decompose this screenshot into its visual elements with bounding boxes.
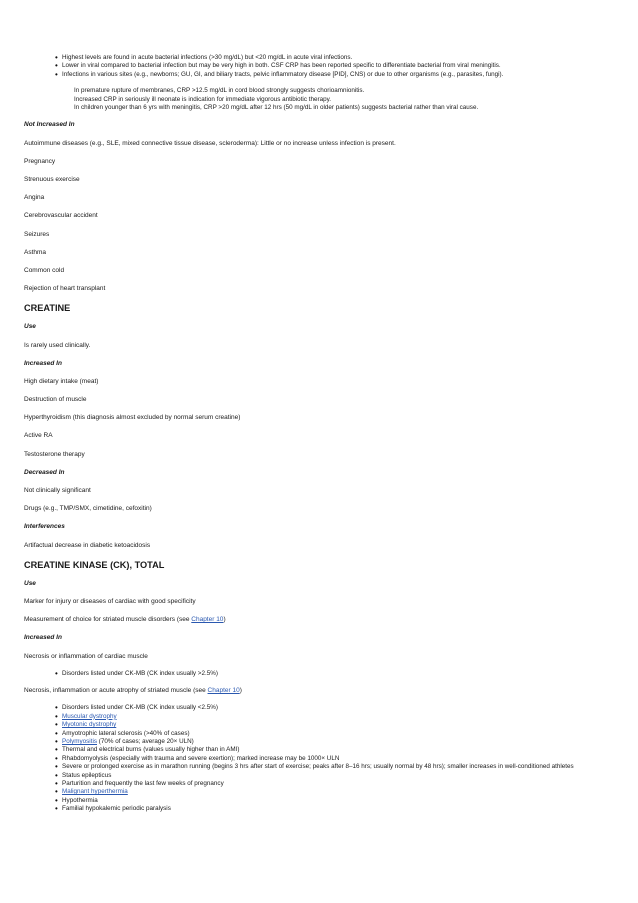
paragraph: Is rarely used clinically. [24, 341, 91, 349]
paragraph: Cerebrovascular accident [24, 212, 98, 220]
list-item [62, 704, 614, 712]
text: Hypothermia [62, 796, 98, 804]
creatine-interferences-heading: Interferences [24, 523, 65, 531]
ck-title: CREATINE KINASE (CK), TOTAL [24, 559, 165, 570]
paragraph: Destruction of muscle [24, 396, 87, 404]
paragraph: Angina [24, 194, 45, 202]
ck-use-heading: Use [24, 579, 36, 587]
paragraph: Seizures [24, 230, 50, 238]
muscular-dystrophy-link[interactable]: Muscular dystrophy [62, 712, 117, 720]
text: Parturition and frequently the last few weeks of pregnancy [62, 779, 224, 787]
text: Severe or prolonged exercise as in marathon running (begins 3 hrs after start of exercise; peaks after 8–16 hrs; usually normal by 48 hrs); smaller increases in well-conditioned athletes [62, 763, 574, 771]
list-item [62, 772, 614, 780]
paragraph: Testosterone therapy [24, 450, 85, 458]
ck-increased-heading: Increased In [24, 634, 62, 642]
paragraph: Autoimmune diseases (e.g., SLE, mixed connective tissue disease, scleroderma): Little or no increase unless infection is present. [24, 139, 396, 147]
list-item [62, 746, 614, 754]
list-item [62, 755, 614, 763]
paragraph: Pregnancy [24, 157, 56, 165]
list-item [62, 805, 614, 813]
paragraph: Necrosis or inflammation of cardiac muscle [24, 652, 148, 660]
paragraph: Rejection of heart transplant [24, 285, 106, 293]
creatine-use-heading: Use [24, 323, 36, 331]
polymyositis-link[interactable]: Polymyositis [62, 737, 97, 745]
cardiac-list [24, 670, 614, 678]
list-item [62, 763, 614, 771]
list-item [62, 780, 614, 788]
paragraph: Artifactual decrease in diabetic ketoacidosis [24, 541, 151, 549]
list-item [62, 721, 614, 729]
list-item: • Highest levels are found in acute bacterial infections (>30 mg/dL) but <20 mg/dL in acute viral infections. [62, 54, 614, 62]
chapter-10-link[interactable]: Chapter 10 [191, 616, 224, 624]
list-item [62, 797, 614, 805]
note-line: Increased CRP in seriously ill neonate is indication for immediate vigorous antibiotic therapy. [74, 95, 332, 103]
text: Disorders listed under CK-MB (CK index usually <2.5%) [62, 704, 218, 712]
list-item [62, 730, 614, 738]
paragraph: Hyperthyroidism (this diagnosis almost excluded by normal serum creatine) [24, 414, 241, 422]
note-line: In premature rupture of membranes, CRP >12.5 mg/dL in cord blood strongly suggests chorioamnionitis. [74, 87, 365, 95]
text: ) [239, 687, 242, 695]
text: Familial hypokalemic periodic paralysis [62, 805, 171, 813]
crp-increase-list [24, 54, 614, 79]
list-item: • Lower in viral compared to bacterial infection but may be very high in both. CSF CRP has been reported specific to differentiate bacterial from viral meningitis. [62, 62, 614, 70]
list-item [62, 788, 614, 796]
myotonic-dystrophy-link[interactable]: Myotonic dystrophy [62, 721, 117, 729]
creatine-increased-heading: Increased In [24, 359, 62, 367]
not-increased-heading: Not Increased In [24, 121, 75, 129]
text: ) [223, 616, 226, 624]
crp-notes-block [74, 87, 614, 112]
text: (70% of cases; average 20× ULN) [97, 737, 194, 745]
text: Rhabdomyolysis (especially with trauma and severe exertion); marked increase may be 1000× ULN [62, 754, 340, 762]
paragraph: Not clinically significant [24, 487, 91, 494]
paragraph [24, 686, 614, 695]
text: Amyotrophic lateral sclerosis (>40% of cases) [62, 729, 190, 737]
text: Thermal and electrical burns (values usually higher than in AMI) [62, 746, 240, 754]
list-item [62, 713, 614, 721]
creatine-decreased-heading: Decreased In [24, 468, 65, 476]
text: Status epilepticus [62, 771, 112, 779]
list-item: • Disorders listed under CK-MB (CK index usually >2.5%) [62, 670, 614, 678]
paragraph: Active RA [24, 432, 53, 440]
chapter-10-link[interactable]: Chapter 10 [207, 687, 240, 695]
paragraph: Common cold [24, 266, 65, 274]
creatine-title: CREATINE [24, 303, 71, 314]
paragraph: Marker for injury or diseases of cardiac with good specificity [24, 597, 196, 605]
paragraph: High dietary intake (meat) [24, 377, 99, 385]
list-item [62, 738, 614, 746]
paragraph: Strenuous exercise [24, 176, 80, 183]
paragraph: Drugs (e.g., TMP/SMX, cimetidine, cefoxitin) [24, 505, 152, 513]
note-line: In children younger than 6 yrs with meningitis, CRP >20 mg/dL after 12 hrs (50 mg/dL in older patients) suggests bacterial rather than viral cause. [74, 104, 479, 112]
malignant-hyperthermia-link[interactable]: Malignant hyperthermia [62, 788, 128, 796]
striated-muscle-list [24, 704, 614, 813]
paragraph: Asthma [24, 248, 47, 256]
text: Necrosis, inflammation or acute atrophy of striated muscle (see [24, 687, 208, 695]
paragraph [24, 615, 614, 624]
list-item: • Infections in various sites (e.g., newborns; GU, GI, and biliary tracts, pelvic inflammatory disease [PID], CNS) or due to other organisms (e.g., parasites, fungi). [62, 71, 614, 79]
text: Measurement of choice for striated muscle disorders (see [24, 616, 192, 624]
